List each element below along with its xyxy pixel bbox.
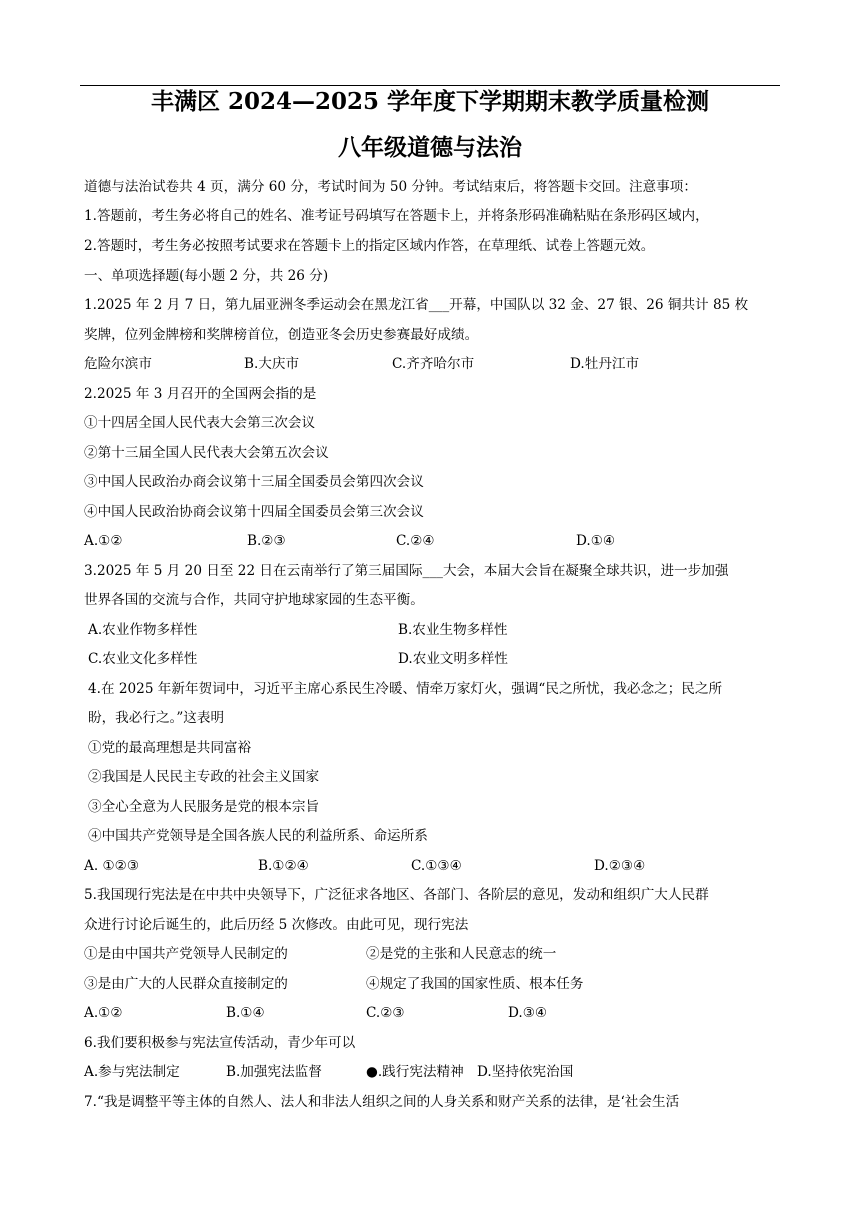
q6-option-b: B.加强宪法监督 (226, 1064, 322, 1080)
q2-stem: 2.2025 年 3 月召开的全国两会指的是 (84, 386, 317, 402)
q4-option-a: A. ①②③ (84, 858, 140, 874)
q7-stem-line-1: 7.“我是调整平等主体的自然人、法人和非法人组织之间的人身关系和财产关系的法律，是‘社会生活 (84, 1094, 680, 1110)
q2-item-2: ②第十三届全国人民代表大会第五次会议 (84, 445, 329, 461)
notice-item-1: 1.答题前，考生务必将自己的姓名、准考证号码填写在答题卡上，并将条形码准确粘贴在条形码区域内， (84, 208, 709, 224)
q5-stem-line-1: 5.我国现行宪法是在中共中央领导下，广泛征求各地区、各部门、各阶层的意见，发动和组织广大人民群 (84, 887, 709, 903)
q5-option-c: C.②③ (366, 1005, 405, 1021)
q5-item-3: ③是由广大的人民群众直接制定的 (84, 976, 288, 992)
q3-stem-line-2: 世界各国的交流与合作，共同守护地球家园的生态平衡。 (84, 592, 424, 608)
q1-option-c: C.齐齐哈尔市 (392, 356, 475, 372)
q3-option-b: B.农业生物多样性 (398, 622, 508, 638)
q2-item-4: ④中国人民政治协商会议第十四届全国委员会第三次会议 (84, 504, 424, 520)
q5-item-1: ①是由中国共产党领导人民制定的 (84, 946, 288, 962)
q4-item-4: ④中国共产党领导是全国各族人民的利益所系、命运所系 (88, 828, 428, 844)
notice-item-2: 2.答题时，考生务必按照考试要求在答题卡上的指定区域内作答，在草理纸、试卷上答题元效。 (84, 238, 655, 254)
q1-stem-line-1: 1.2025 年 2 月 7 日，第九届亚洲冬季运动会在黑龙江省___开幕，中国队以 32 金、27 银、26 铜共计 85 枚 (84, 297, 749, 313)
q2-item-1: ①十四居全国人民代表大会第三次会议 (84, 415, 316, 431)
q5-item-2: ②是党的主张和人民意志的统一 (366, 946, 557, 962)
q1-option-a: 危险尔滨市 (84, 356, 152, 372)
q1-option-b: B.大庆市 (244, 356, 300, 372)
q5-stem-line-2: 众进行讨论后诞生的，此后历经 5 次修改。由此可见，现行宪法 (84, 917, 469, 933)
q2-option-c: C.②④ (396, 533, 435, 549)
q4-option-b: B.①②④ (258, 858, 309, 874)
q2-option-b: B.②③ (247, 533, 286, 549)
q4-stem-line-1: 4.在 2025 年新年贺词中，习近平主席心系民生冷暖、情牵万家灯火，强调“民之所忧，我必念之；民之所 (88, 681, 723, 697)
q1-stem-line-2: 奖牌，位列金牌榜和奖牌榜首位，创造亚冬会历史参赛最好成绩。 (84, 327, 479, 343)
q1-option-d: D.牡丹江市 (570, 356, 640, 372)
q5-option-b: B.①④ (226, 1005, 265, 1021)
q4-option-c: C.①③④ (411, 858, 462, 874)
section-heading: 一、单项选择题(每小题 2 分，共 26 分) (84, 268, 329, 284)
q6-option-d: D.坚持依宪治国 (477, 1064, 574, 1080)
q3-option-c: C.农业文化多样性 (88, 651, 198, 667)
q4-item-3: ③全心全意为人民服务是党的根本宗旨 (88, 799, 320, 815)
q6-option-a: A.参与宪法制定 (84, 1064, 180, 1080)
q2-option-a: A.①② (84, 533, 123, 549)
q4-item-2: ②我国是人民民主专政的社会主义国家 (88, 769, 320, 785)
top-rule-divider (80, 85, 780, 86)
q6-option-c: ●.践行宪法精神 (366, 1064, 464, 1080)
q4-item-1: ①党的最高理想是共同富裕 (88, 740, 252, 756)
q4-stem-line-2: 盼，我必行之。”这表明 (88, 710, 225, 726)
q5-option-d: D.③④ (508, 1005, 548, 1021)
q4-option-d: D.②③④ (594, 858, 646, 874)
notice-intro: 道德与法治试卷共 4 页，满分 60 分，考试时间为 50 分钟。考试结束后，将答题卡交回。注意事项： (84, 179, 697, 195)
page-subtitle: 八年级道德与法治 (338, 134, 522, 161)
q2-option-d: D.①④ (576, 533, 616, 549)
q5-item-4: ④规定了我国的国家性质、根本任务 (366, 976, 584, 992)
q3-option-a: A.农业作物多样性 (88, 622, 198, 638)
page-title: 丰满区 2024—2025 学年度下学期期末教学质量检测 (150, 88, 710, 115)
q5-option-a: A.①② (84, 1005, 123, 1021)
q6-stem: 6.我们要积极参与宪法宣传活动，青少年可以 (84, 1035, 356, 1051)
q3-option-d: D.农业文明多样性 (398, 651, 508, 667)
q3-stem-line-1: 3.2025 年 5 月 20 日至 22 日在云南举行了第三届国际___大会，本届大会旨在凝聚全球共识，进一步加强 (84, 563, 729, 579)
q2-item-3: ③中国人民政治办商会议第十三届全国委员会第四次会议 (84, 474, 424, 490)
